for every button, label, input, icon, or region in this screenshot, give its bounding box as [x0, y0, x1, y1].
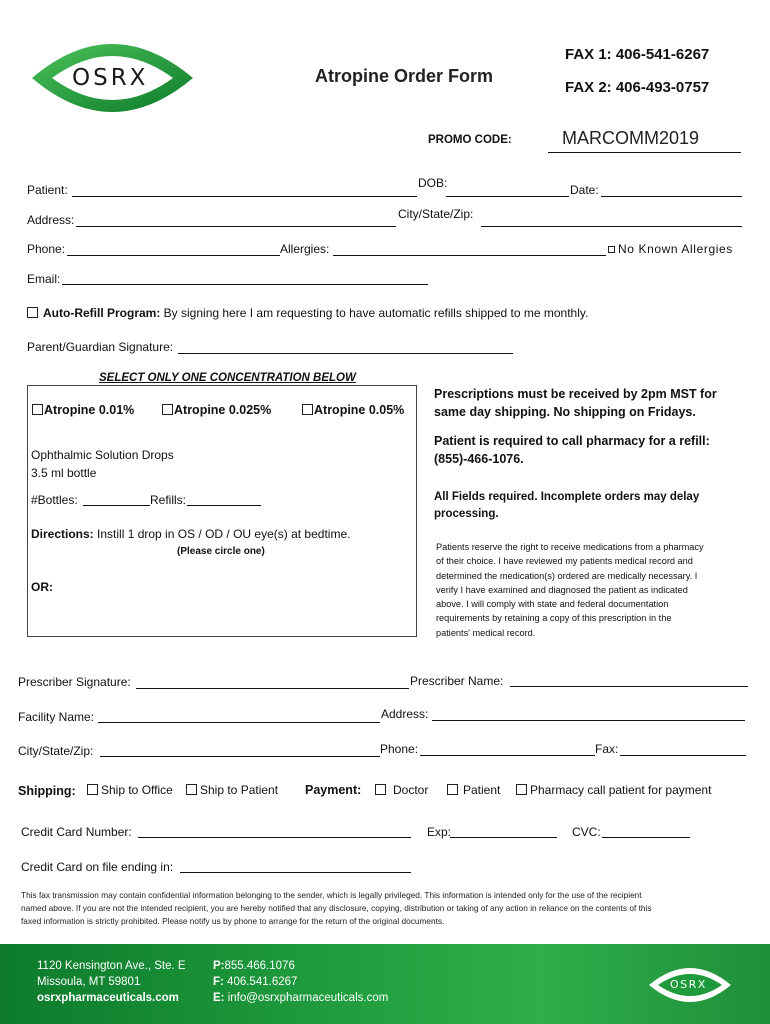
disclaimer-line: faxed information is strictly prohibited. Please notify us by phone to arrange for the return of the original documents. [21, 916, 445, 926]
prescriber-address-label: Address: [381, 707, 429, 721]
footer-website[interactable]: osrxpharmaceuticals.com [37, 992, 179, 1004]
refill-line-2: (855)-466-1076. [434, 452, 524, 466]
rights-line: requirements by retaining a copy of this prescription in the [436, 613, 672, 624]
option-001[interactable] [32, 403, 134, 417]
prescriber-city-field[interactable] [100, 756, 380, 757]
footer-fax-value: 406.541.6267 [223, 976, 298, 988]
autorefill-checkbox[interactable] [27, 307, 38, 318]
pay-doctor-checkbox[interactable] [375, 784, 386, 795]
product-line-2: 3.5 ml bottle [31, 466, 97, 480]
promo-label: PROMO CODE: [428, 134, 512, 146]
address-field[interactable] [76, 226, 396, 227]
promo-value[interactable]: MARCOMM2019 [562, 128, 700, 148]
prescriber-address-field[interactable] [432, 720, 745, 721]
bottles-field[interactable] [83, 505, 150, 506]
card-cvc-field[interactable] [602, 837, 690, 838]
refills-label: Refills: [150, 493, 187, 507]
prescriber-fax-field[interactable] [620, 755, 746, 756]
footer-email[interactable] [213, 992, 388, 1004]
rights-note [436, 540, 704, 640]
facility-label: Facility Name: [18, 710, 95, 724]
directions [31, 527, 350, 541]
footer-logo [648, 959, 732, 1011]
email-field[interactable] [62, 284, 428, 285]
patient-field[interactable] [72, 196, 417, 197]
footer-phone-prefix: P: [213, 960, 225, 972]
prescriber-name-field[interactable] [510, 686, 748, 687]
email-label: Email: [27, 272, 61, 286]
disclaimer [21, 889, 652, 928]
logo-text: OSRX [72, 65, 149, 91]
option-001-label: Atropine 0.01% [44, 403, 135, 417]
directions-label: Directions: [31, 527, 94, 541]
footer-email-prefix: E: [213, 992, 225, 1004]
city-label: City/State/Zip: [398, 207, 474, 221]
prescriber-name-label: Prescriber Name: [410, 674, 504, 688]
cutoff-line-2: same day shipping. No shipping on Fridays. [434, 405, 696, 419]
phone-label: Phone: [27, 242, 66, 256]
ship-office-checkbox[interactable] [87, 784, 98, 795]
autorefill-title: Auto-Refill Program: [43, 306, 161, 320]
ship-office-label: Ship to Office [101, 783, 173, 797]
prescriber-signature-field[interactable] [136, 688, 409, 689]
option-005-checkbox[interactable] [302, 404, 313, 415]
nka-checkbox[interactable] [608, 246, 615, 253]
disclaimer-line: named above. If you are not the intended recipient, you are hereby notified that any disclosure, copying, distribution or taking of any action in reliance on the contents of this [21, 903, 652, 913]
option-0025-checkbox[interactable] [162, 404, 173, 415]
option-005-label: Atropine 0.05% [314, 403, 405, 417]
allergies-field[interactable] [333, 255, 606, 256]
fax-1: FAX 1: 406-541-6267 [565, 46, 710, 63]
footer-logo-text: OSRX [670, 978, 707, 991]
fax-2: FAX 2: 406-493-0757 [565, 79, 710, 96]
shipping-label: Shipping: [18, 784, 76, 798]
product-line-1: Ophthalmic Solution Drops [31, 448, 174, 462]
dob-field[interactable] [446, 196, 569, 197]
ship-patient-label: Ship to Patient [200, 783, 279, 797]
pay-pharmacy-option[interactable] [516, 783, 711, 797]
facility-field[interactable] [98, 722, 380, 723]
pay-doctor-label: Doctor [393, 783, 429, 797]
ship-office-option[interactable] [87, 783, 173, 797]
prescriber-phone-field[interactable] [420, 755, 595, 756]
refill-line-1: Patient is required to call pharmacy for a refill: [434, 434, 710, 448]
autorefill-text: By signing here I am requesting to have automatic refills shipped to me monthly. [160, 306, 589, 320]
footer-phone-value: 855.466.1076 [224, 960, 295, 972]
or-label: OR: [31, 580, 53, 594]
directions-text: Instill 1 drop in OS / OD / OU eye(s) at bedtime. [93, 527, 351, 541]
nka-label: No Known Allergies [618, 242, 733, 256]
concentration-box [27, 385, 417, 637]
patient-label: Patient: [27, 183, 68, 197]
cutoff-line-1: Prescriptions must be received by 2pm MST for [434, 387, 717, 401]
payment-label: Payment: [305, 783, 362, 797]
pay-patient-checkbox[interactable] [447, 784, 458, 795]
prescriber-city-label: City/State/Zip: [18, 744, 94, 758]
rights-line: verify I have examined and diagnosed the patient as indicated [436, 584, 688, 595]
pay-pharmacy-checkbox[interactable] [516, 784, 527, 795]
circle-note: (Please circle one) [177, 546, 265, 557]
nka-option[interactable] [608, 242, 733, 256]
allergies-label: Allergies: [280, 242, 330, 256]
dob-label: DOB: [418, 176, 448, 190]
ship-patient-option[interactable] [186, 783, 278, 797]
date-field[interactable] [601, 196, 742, 197]
osrx-logo [30, 28, 195, 128]
pay-patient-label: Patient [463, 783, 501, 797]
bottles-label: #Bottles: [31, 493, 78, 507]
pay-pharmacy-label: Pharmacy call patient for payment [530, 783, 712, 797]
rights-line: patients' medical record. [436, 627, 536, 638]
footer-address-2: Missoula, MT 59801 [37, 976, 141, 988]
card-cvc-label: CVC: [572, 825, 601, 839]
card-on-file-field[interactable] [180, 872, 411, 873]
prescriber-signature-label: Prescriber Signature: [18, 675, 131, 689]
refills-field[interactable] [187, 505, 261, 506]
phone-field[interactable] [67, 255, 280, 256]
footer-email-value: info@osrxpharmaceuticals.com [224, 992, 389, 1004]
concentration-heading: SELECT ONLY ONE CONCENTRATION BELOW [99, 372, 356, 384]
option-0025[interactable] [162, 403, 271, 417]
footer-address-1: 1120 Kensington Ave., Ste. E [37, 960, 186, 972]
date-label: Date: [570, 183, 599, 197]
option-001-checkbox[interactable] [32, 404, 43, 415]
disclaimer-line: This fax transmission may contain confidential information belonging to the sender, which is legally privileged. This information is intended only for the use of the recipient [21, 890, 642, 900]
address-label: Address: [27, 213, 75, 227]
footer-fax-prefix: F: [213, 976, 224, 988]
card-exp-field[interactable] [450, 837, 557, 838]
prescriber-fax-label: Fax: [595, 742, 619, 756]
required-line-2: processing. [434, 508, 499, 520]
refill-note [434, 432, 710, 468]
cutoff-note [434, 385, 717, 421]
required-line-1: All Fields required. Incomplete orders may delay [434, 491, 700, 503]
city-field[interactable] [481, 226, 742, 227]
rights-line: determined the medication(s) ordered are medically necessary. I [436, 570, 698, 581]
option-0025-label: Atropine 0.025% [174, 403, 272, 417]
guardian-signature-field[interactable] [178, 353, 513, 354]
card-number-field[interactable] [138, 837, 411, 838]
card-on-file-label: Credit Card on file ending in: [21, 860, 174, 874]
autorefill-row[interactable] [27, 306, 588, 320]
prescriber-phone-label: Phone: [380, 742, 419, 756]
form-title: Atropine Order Form [315, 66, 494, 86]
footer-fax [213, 976, 297, 988]
footer-bar [0, 944, 770, 1024]
guardian-label: Parent/Guardian Signature: [27, 340, 174, 354]
pay-patient-option[interactable] [447, 783, 500, 797]
footer-phone [213, 960, 295, 972]
rights-line: of their choice. I have reviewed my patients medical record and [436, 556, 693, 567]
ship-patient-checkbox[interactable] [186, 784, 197, 795]
card-exp-label: Exp: [427, 825, 452, 839]
rights-line: Patients reserve the right to receive medications from a pharmacy [436, 542, 704, 552]
required-note [434, 489, 699, 523]
card-number-label: Credit Card Number: [21, 825, 132, 839]
rights-line: above. I will comply with state and federal documentation [436, 599, 669, 610]
pay-doctor-option[interactable] [375, 783, 428, 797]
option-005[interactable] [302, 403, 404, 417]
